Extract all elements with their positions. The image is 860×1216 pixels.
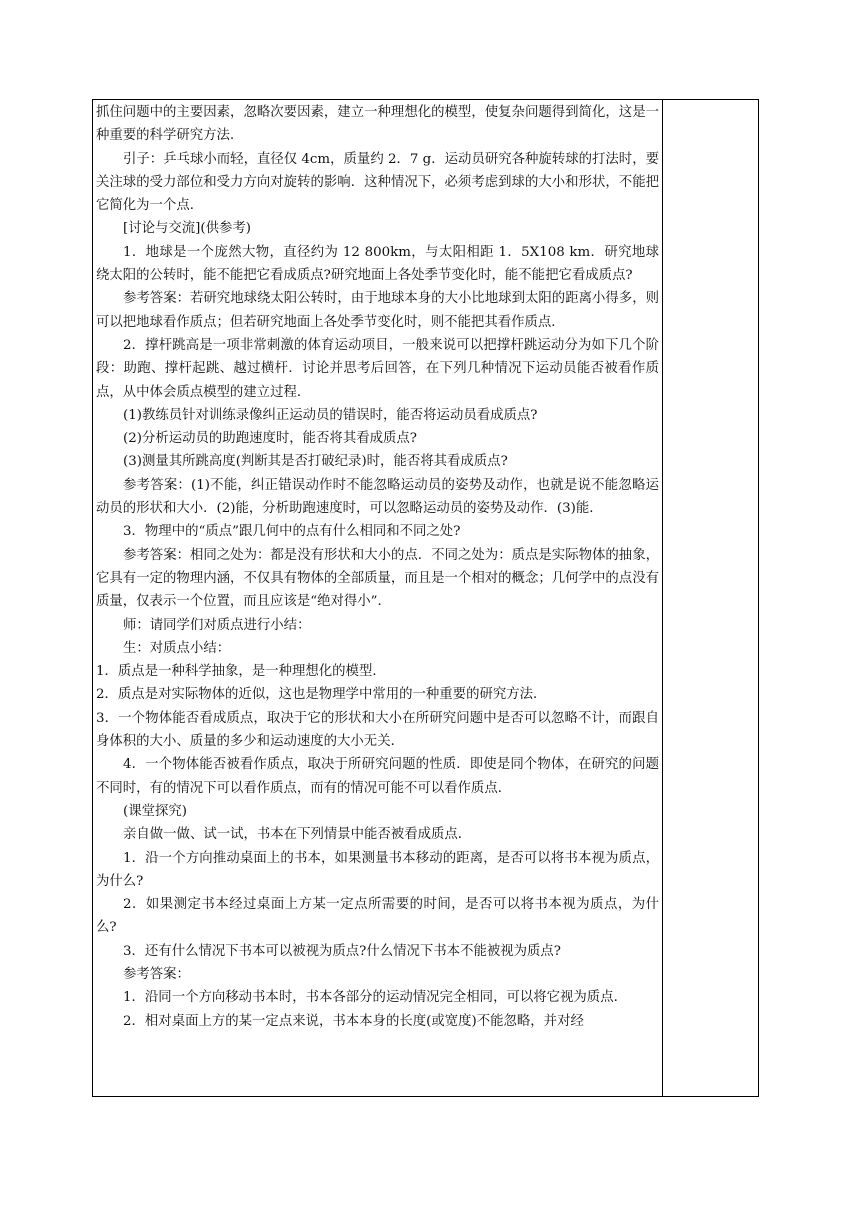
lesson-table	[92, 99, 759, 1097]
paragraph: 引子：乒乓球小而轻，直径仅 4cm，质量约 2．7 g．运动员研究各种旋转球的打法时，要关注球的受力部位和受力方向对旋转的影响．这种情况下，必须考虑到球的大小和形状，不能把它简化为一个点．	[96, 151, 659, 214]
paragraph: 亲自做一做、试一试，书本在下列情景中能否被看成质点．	[123, 827, 472, 843]
paragraph: 2．质点是对实际物体的近似，这也是物理学中常用的一种重要的研究方法．	[96, 687, 547, 703]
paragraph: (1)教练员针对训练录像纠正运动员的错误时，能否将运动员看成质点?	[123, 407, 538, 423]
paragraph: (3)测量其所跳高度(判断其是否打破纪录)时，能否将其看成质点?	[123, 454, 508, 470]
paragraph: 1．沿一个方向推动桌面上的书本，如果测量书本移动的距离，是否可以将书本视为质点，为什么?	[96, 850, 659, 889]
paragraph: 1．沿同一个方向移动书本时，书本各部分的运动情况完全相同，可以将它视为质点．	[123, 990, 627, 1006]
paragraph: 4．一个物体能否被看作质点，取决于所研究问题的性质．即使是同个物体，在研究的问题不同时，有的情况下可以看作质点，而有的情况可能不可以看作质点．	[96, 757, 659, 796]
paragraph: [讨论与交流](供参考)	[123, 221, 252, 237]
paragraph: (2)分析运动员的助跑速度时，能否将其看成质点?	[123, 431, 417, 447]
paragraph: 1．地球是一个庞然大物，直径约为 12 800km，与太阳相距 1．5X108 km．研究地球绕太阳的公转时，能不能把它看成质点?研究地面上各处季节变化时，能不能把它看成质点?	[96, 244, 659, 284]
paragraph: 参考答案：	[123, 966, 190, 982]
paragraph: 3．还有什么情况下书本可以被视为质点?什么情况下书本不能被视为质点?	[123, 943, 561, 959]
paragraph: 1．质点是一种科学抽象，是一种理想化的模型．	[96, 664, 386, 680]
paragraph: 参考答案：相同之处为：都是没有形状和大小的点．不同之处为：质点是实际物体的抽象，它具有一定的物理内涵，不仅具有物体的全部质量，而且是一个相对的概念；几何学中的点没有质量，仅表示一个位置，而且应该是“绝对得小”．	[96, 547, 659, 610]
paragraph: 2．相对桌面上方的某一定点来说，书本本身的长度(或宽度)不能忽略，并对经	[123, 1013, 584, 1029]
paragraph: 参考答案：(1)不能，纠正错误动作时不能忽略运动员的姿势及动作，也就是说不能忽略运动员的形状和大小．(2)能，分析助跑速度时，可以忽略运动员的姿势及动作．(3)能．	[96, 477, 659, 517]
paragraph: 抓住问题中的主要因素，忽略次要因素，建立一种理想化的模型，使复杂问题得到简化，这是一种重要的科学研究方法.	[96, 105, 659, 144]
paragraph: 3．一个物体能否看成质点，取决于它的形状和大小在所研究问题中是否可以忽略不计，而跟自身体积的大小、质量的多少和运动速度的大小无关．	[96, 710, 659, 750]
paragraph: 2．如果测定书本经过桌面上方某一定点所需要的时间，是否可以将书本视为质点，为什么?	[96, 897, 659, 936]
paragraph: (课堂探究)	[123, 803, 188, 819]
paragraph: 3．物理中的“质点”跟几何中的点有什么相同和不同之处?	[123, 524, 461, 540]
paragraph: 2．撑杆跳高是一项非常刺激的体育运动项目，一般来说可以把撑杆跳运动分为如下几个阶段：助跑、撑杆起跳、越过横杆．讨论并思考后回答，在下列几种情况下运动员能否被看作质点，从中体会质点模型的建立过程．	[96, 337, 659, 400]
notes-cell	[663, 100, 758, 1096]
main-content-cell	[96, 101, 659, 1033]
paragraph: 师：请同学们对质点进行小结：	[123, 617, 311, 633]
paragraph: 生：对质点小结：	[123, 640, 231, 656]
paragraph: 参考答案：若研究地球绕太阳公转时，由于地球本身的大小比地球到太阳的距离小得多，则可以把地球看作质点；但若研究地面上各处季节变化时，则不能把其看作质点．	[96, 291, 659, 330]
